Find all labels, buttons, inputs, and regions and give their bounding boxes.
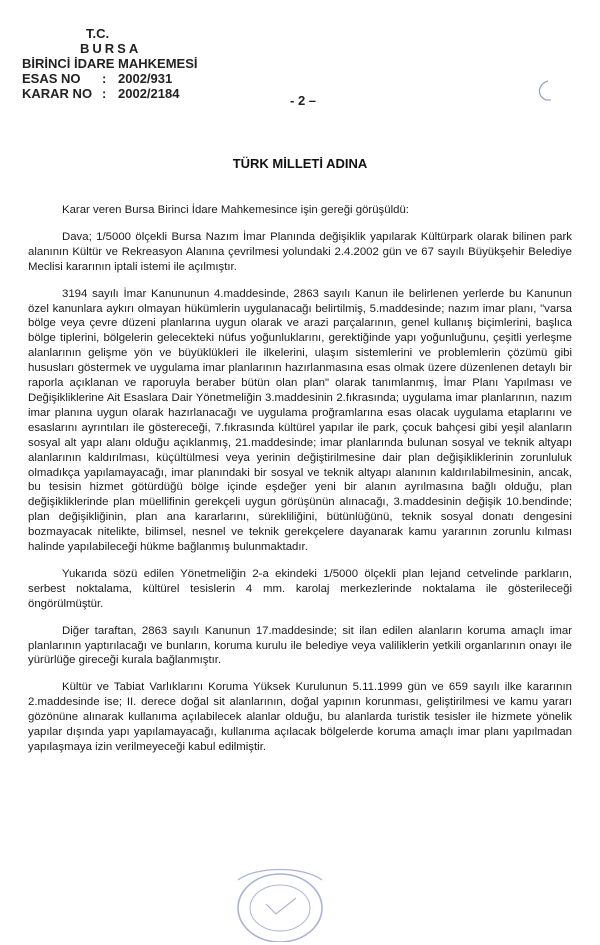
paragraph-dava: Dava; 1/5000 ölçekli Bursa Nazım İmar Planında değişiklik yapılarak Kültürpark olarak bilinen park alanının Kültür ve Rekreasyon Alanına çevrilmesi yolundaki 2.4.2002 gün ve 67 sayılı Büyükşehir Belediye Meclisi kararının iptali istemi ile açılmıştır.: [28, 230, 572, 273]
header-tc: T.C.: [86, 26, 110, 41]
esas-no-row: [22, 71, 198, 86]
karar-no-value: 2002/2184: [118, 86, 180, 101]
paragraph-2863: Diğer taraftan, 2863 sayılı Kanunun 17.maddesinde; sit ilan edilen alanların koruma amaçlı imar planlarının yaptırılacağı ve bunların, koruma kurulu ile belediye veya valiliklerin yetkili organlarının onayı ile yürürlüğe gireceği kurala bağlanmıştır.: [28, 624, 572, 667]
court-seal-icon: [216, 858, 344, 942]
pen-stroke-icon: [534, 78, 554, 104]
document-body: [28, 203, 572, 767]
court-header: [22, 26, 198, 101]
document-title: TÜRK MİLLETİ ADINA: [232, 156, 368, 171]
karar-no-label: KARAR NO: [22, 86, 93, 101]
page-number: - 2 –: [290, 93, 317, 108]
paragraph-legal-basis: 3194 sayılı İmar Kanununun 4.maddesinde, 2863 sayılı Kanun ile belirlenen yerlerde bu Kanunun özel kanunlara aykırı olmayan hükümlerin uygulanacağı belirtilmiş, 5.maddesinde; nazım imar planı, "varsa bölge veya çevre düzeni planlarına uygun olarak ve arazi parçalarının, genel kullanış biçimlerini, başlıca bölge tiplerini, bölgelerin gelecekteki nüfus yoğunluklarını, gerektiğinde yapı yoğunluğunu, çeşitli yerleşme alanlarının gelişme yön ve büyüklükleri ile ilkelerini, ulaşım sistemlerini ve problemlerin çözümü gibi hususları göstermek ve uygulama imar planlarının hazırlanmasına esas olmak üzere düzenlenen detaylı bir raporla açıklanan ve raporuyla beraber bütün olan plan" olarak tanımlanmış, İmar Planı Yapılması ve Değişikliklerine Ait Esaslara Dair Yönetmeliğin 3.maddesinin 2.fıkrasında; uygulama imar planlarının, nazım imar planına uygun olarak hazırlanacağı ve uygulama proğramlarına esas olacak uygulama etaplarını ve esaslarını ayrıntıları ile göstereceği, 7.fıkrasında kültürel yapılar ile park, çocuk bahçesi gibi yeşil alanların sosyal alt yapı alanı olduğu açıklanmış, 21.maddesinde; imar planlarında bulunan sosyal ve teknik altyapı alanlarının kaldırılması, küçültülmesi veya yerinin değiştirilmesine dair plan değişikliklerinin zorunluluk olmadıkça yapılamayacağı, imar planındaki bir sosyal ve teknik altyapı alanının kaldırılabilmesinin, ancak, bu tesisin hizmet götürdüğü bölge içinde eşdeğer yeni bir alanın ayrılmasına bağlı olduğu, plan değişikliklerinde plan müellifinin gerekçeli uygun görüşünün alınacağı, 3.maddesinin değişik 10.bendinde; plan değişikliğinin, plan ana kararlarını, sürekliliğini, bütünlüğünü, teknik sosyal donatı dengesini bozmayacak nitelikte, bilimsel, nesnel ve teknik gerekçelere dayanarak kamu yararının zorunlu kılması halinde yapılabileceği hükme bağlanmış bulunmaktadır.: [28, 287, 572, 554]
paragraph-kurul: Kültür ve Tabiat Varlıklarını Koruma Yüksek Kurulunun 5.11.1999 gün ve 659 sayılı ilke kararının 2.maddesinde ise; II. derece doğal sit alanlarının, doğal yapının korunması, geliştirilmesi ve kamu yararı gözönüne alınarak kullanıma açılabilecek alanlar olduğu, bu alanlarda turistik tesisler ile hizmete yönelik yapılar dışında yapı yapılamayacağı, kullanıma açılacak bölgelerde koruma amaçlı imar planı yapılmadan yapılaşmaya izin verilmeyeceği kabul edilmiştir.: [28, 681, 572, 753]
esas-no-colon: :: [102, 71, 107, 86]
esas-no-label: ESAS NO: [22, 71, 81, 86]
karar-no-row: [22, 86, 198, 101]
header-court-name: BİRİNCİ İDARE MAHKEMESİ: [22, 56, 198, 71]
paragraph-intro: Karar veren Bursa Birinci İdare Mahkemesince işin gereği görüşüldü:: [62, 204, 409, 216]
header-city: BURSA: [80, 41, 142, 56]
paragraph-legend: Yukarıda sözü edilen Yönetmeliğin 2-a ekindeki 1/5000 ölçekli plan lejand cetvelinde parkların, serbest noktalama, kültürel tesislerin 4 mm. karolaj merkezlerinde noktalama ile gösterileceği öngörülmüştür.: [28, 567, 572, 610]
esas-no-value: 2002/931: [118, 71, 173, 86]
karar-no-colon: :: [102, 86, 107, 101]
